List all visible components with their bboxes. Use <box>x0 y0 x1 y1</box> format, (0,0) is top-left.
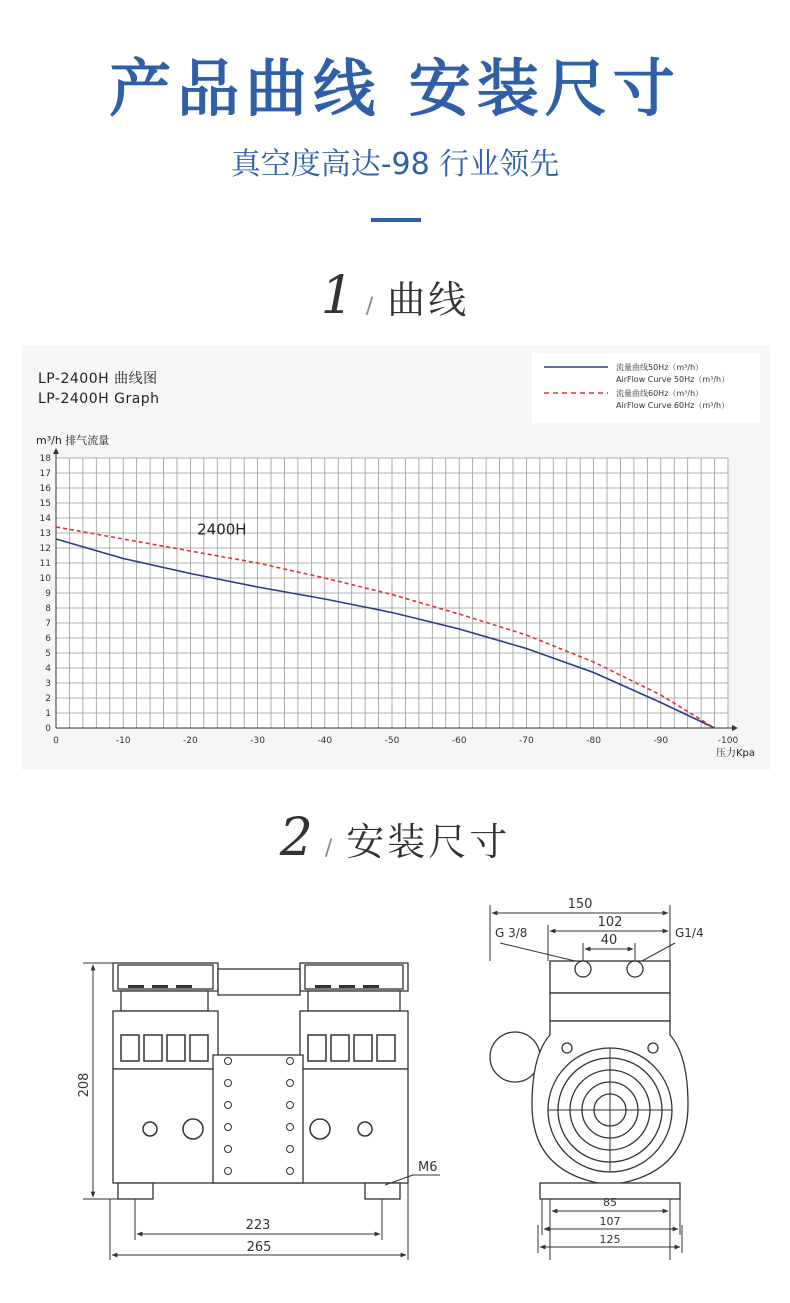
y-tick-label: 0 <box>45 724 51 734</box>
y-tick-label: 15 <box>39 499 51 509</box>
y-axis-arrow <box>53 448 59 454</box>
dim-top-mid: 102 <box>597 915 623 930</box>
x-tick-label: -40 <box>317 736 333 746</box>
x-tick-label: -80 <box>586 736 601 746</box>
chart-panel <box>22 345 770 770</box>
chart-x-label: 压力Kpa <box>716 748 756 759</box>
dim-port-left: G 3/8 <box>495 926 528 940</box>
y-tick-label: 10 <box>39 574 51 584</box>
dim-base-inner: 85 <box>603 1196 617 1209</box>
x-tick-label: -10 <box>115 736 131 746</box>
y-tick-label: 7 <box>45 619 51 629</box>
y-tick-label: 3 <box>45 679 51 689</box>
y-tick-label: 12 <box>39 544 51 554</box>
dim-top-overall: 150 <box>567 897 593 912</box>
title-divider <box>371 218 421 222</box>
chart-title-line: LP-2400H Graph <box>38 391 160 407</box>
y-tick-label: 14 <box>39 514 51 524</box>
section-label: 安装尺寸 <box>346 820 511 864</box>
legend-label-en: AirFlow Curve 50Hz（m³/h） <box>616 375 730 384</box>
dim-thread: M6 <box>418 1160 438 1175</box>
legend-label-cn: 流量曲线50Hz（m³/h） <box>616 363 704 372</box>
y-tick-label: 13 <box>39 529 51 539</box>
x-tick-label: -60 <box>451 736 467 746</box>
section-heading-curve <box>0 266 790 326</box>
x-tick-label: -90 <box>653 736 669 746</box>
x-tick-label: 0 <box>53 736 59 746</box>
legend-label-en: AirFlow Curve 60Hz（m³/h） <box>616 401 730 410</box>
y-tick-label: 9 <box>45 589 51 599</box>
y-tick-label: 8 <box>45 604 51 614</box>
dim-base-mid: 107 <box>599 1215 621 1228</box>
y-tick-label: 1 <box>45 709 51 719</box>
legend-label-cn: 流量曲线60Hz（m³/h） <box>616 389 704 398</box>
y-tick-label: 17 <box>39 469 51 479</box>
y-tick-label: 6 <box>45 634 51 644</box>
section-number: 1 <box>320 266 354 326</box>
dim-port-right: G1/4 <box>675 926 704 940</box>
y-tick-label: 11 <box>39 559 51 569</box>
section-number: 2 <box>279 808 313 868</box>
y-tick-label: 16 <box>39 484 51 494</box>
curve-annotation: 2400H <box>197 520 247 539</box>
section-heading-dimensions <box>0 808 790 868</box>
section-slash: / <box>324 836 333 861</box>
y-tick-label: 4 <box>45 664 51 674</box>
x-tick-label: -50 <box>384 736 400 746</box>
dim-outer-width: 265 <box>246 1240 272 1255</box>
page-title: 产品曲线 安装尺寸 <box>109 52 681 125</box>
dim-height: 208 <box>77 1072 92 1098</box>
page-subtitle: 真空度高达-98 行业领先 <box>230 147 560 182</box>
dim-inner-width: 223 <box>245 1218 271 1233</box>
y-tick-label: 18 <box>39 454 51 464</box>
x-axis-arrow <box>732 725 738 731</box>
side-view-drawing <box>470 885 760 1265</box>
chart-y-label: m³/h 排气流量 <box>36 434 110 447</box>
dim-top-inner: 40 <box>600 933 618 948</box>
y-tick-label: 5 <box>45 649 51 659</box>
y-tick-label: 2 <box>45 694 51 704</box>
x-tick-label: -70 <box>519 736 534 746</box>
front-view-drawing <box>0 885 440 1285</box>
x-tick-label: -30 <box>250 736 265 746</box>
chart-title-line: LP-2400H 曲线图 <box>38 371 158 387</box>
dim-base-outer: 125 <box>599 1233 621 1246</box>
section-label: 曲线 <box>387 278 470 322</box>
x-tick-label: -100 <box>717 736 739 746</box>
section-slash: / <box>365 294 374 319</box>
x-tick-label: -20 <box>183 736 198 746</box>
flow-curve-chart <box>22 345 770 770</box>
